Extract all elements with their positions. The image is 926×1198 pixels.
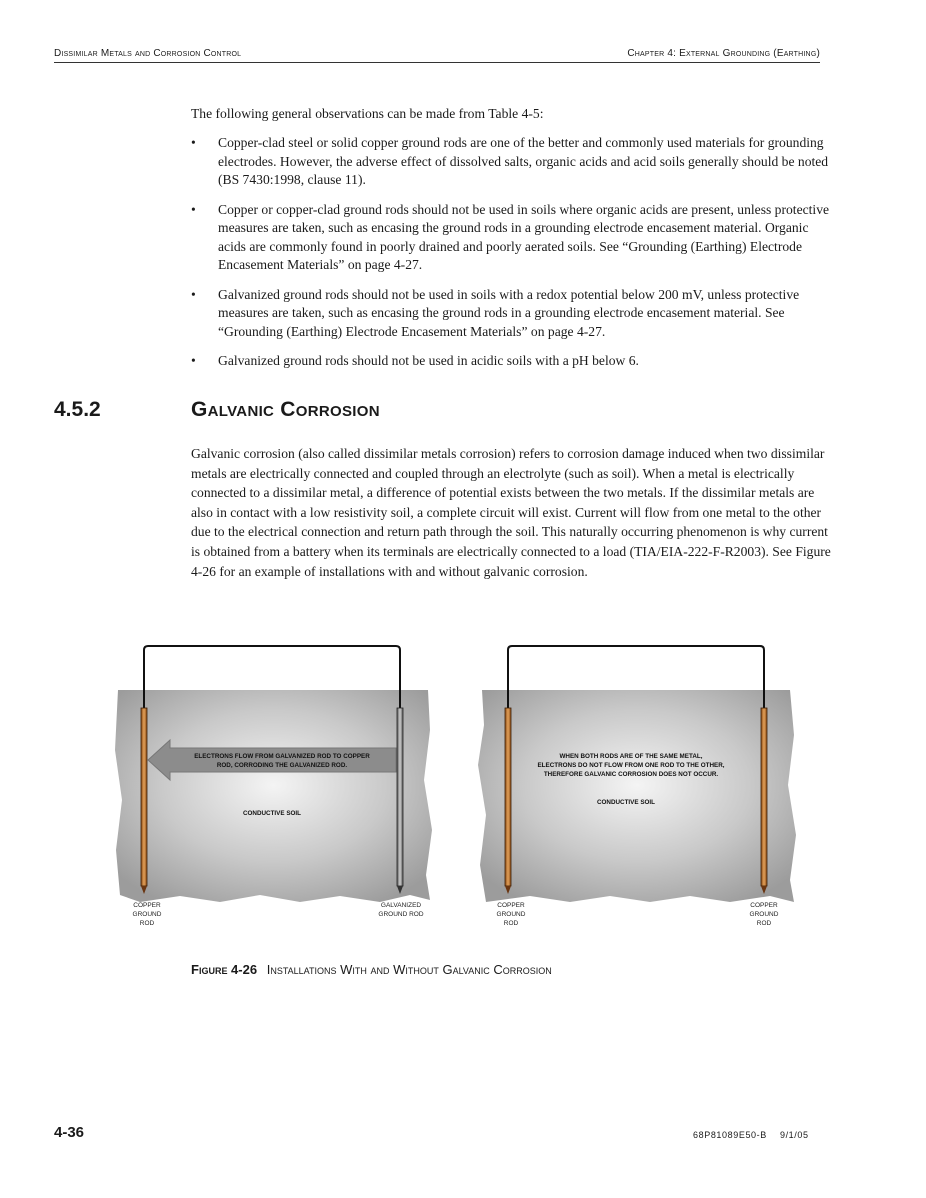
bullet-dot: • — [191, 135, 196, 150]
figure-number: Figure 4-26 — [191, 962, 258, 977]
arrow-label-line2: ROD, CORRODING THE GALVANIZED ROD. — [216, 762, 348, 769]
figure-caption-text: Installations With and Without Galvanic Corrosion — [266, 962, 552, 977]
figure-caption — [191, 962, 552, 977]
document-date: 9/1/05 — [779, 1130, 809, 1140]
list-item — [191, 286, 831, 342]
list-item-text: Galvanized ground rods should not be used in soils with a redox potential below 200 mV, unless protective measures are taken, such as encasing the ground rods in a grounding electrode encasement material. See “Grounding (Earthing) Electrode Encasement Materials” on page 4-27. — [218, 286, 800, 339]
body-paragraph: Galvanic corrosion (also called dissimilar metals corrosion) refers to corrosion damage induced when two dissimilar metals are electrically connected and coupled through an electrolyte (such as soil). When a metal is electrically connected to a dissimilar metal, a difference of potential exists between the two metals. If the dissimilar metals are also in contact with a low resistivity soil, a complete circuit will exist. Current will flow from one metal to the other due to the electrical connection and return path through the soil. This naturally occurring phenomenon is why current is obtained from a battery when its terminals are electrically connected to a load (TIA/EIA-222-F-R2003). See Figure 4-26 for an example of installations with and without galvanic corrosion. — [191, 446, 831, 579]
left-installation — [115, 646, 432, 927]
right-rod2-label-line1: COPPER — [750, 902, 778, 909]
right-soil-label: CONDUCTIVE SOIL — [596, 799, 656, 806]
left-rod2-label-line2: GROUND ROD — [378, 911, 424, 918]
copper-rod — [141, 708, 147, 886]
list-item-text: Copper or copper-clad ground rods should not be used in soils where organic acids are present, unless protective measures are taken, such as encasing the ground rods in a grounding electrode encasement material. Organic acids are commonly found in poorly drained and poorly aerated soils. See “Grounding (Earthing) Electrode Encasement Materials” on page 4-27. — [218, 201, 830, 272]
document-id — [693, 1130, 819, 1140]
copper-rod — [761, 708, 767, 886]
right-note-line2: ELECTRONS DO NOT FLOW FROM ONE ROD TO THE OTHER, — [537, 762, 725, 769]
copper-rod — [505, 708, 511, 886]
right-note-line3: THEREFORE GALVANIC CORROSION DOES NOT OCCUR. — [543, 771, 719, 778]
header-right: Chapter 4: External Grounding (Earthing) — [627, 48, 820, 59]
left-rod1-label-line1: COPPER — [133, 902, 161, 909]
left-rod2-label-line1: GALVANIZED — [380, 902, 422, 909]
intro-text: The following general observations can be made from Table 4-5: — [191, 106, 544, 121]
left-soil-block — [115, 690, 432, 902]
bullet-dot: • — [191, 286, 196, 302]
left-soil-label: CONDUCTIVE SOIL — [242, 810, 302, 817]
bullet-dot: • — [191, 353, 196, 368]
figure-diagram — [110, 640, 800, 940]
section-title: Galvanic Corrosion — [191, 398, 380, 421]
right-rod1-label-line1: COPPER — [497, 902, 525, 909]
list-item — [191, 352, 831, 371]
galvanized-rod — [397, 708, 403, 886]
list-item — [191, 201, 831, 275]
header-left: Dissimilar Metals and Corrosion Control — [54, 48, 242, 59]
right-rod1-label-line2: GROUND — [496, 911, 526, 918]
document-number: 68P81089E50-B — [693, 1130, 767, 1140]
header-rule — [54, 62, 820, 63]
right-soil-block — [478, 690, 796, 902]
arrow-label-line1: ELECTRONS FLOW FROM GALVANIZED ROD TO COPPER — [194, 753, 370, 760]
left-rod1-label-line3: ROD — [139, 920, 155, 927]
bullet-dot: • — [191, 201, 196, 217]
list-item-text: Copper-clad steel or solid copper ground rods are one of the better and commonly used materials for grounding electrodes. However, the adverse effect of dissolved salts, organic acids and acid soils generally should be noted (BS 7430:1998, clause 11). — [218, 135, 829, 187]
right-rod2-label-line2: GROUND — [749, 911, 779, 918]
bullet-list — [191, 134, 831, 382]
list-item — [191, 134, 831, 190]
page-number: 4-36 — [54, 1124, 85, 1141]
section-number: 4.5.2 — [54, 398, 101, 421]
left-rod1-label-line2: GROUND — [132, 911, 162, 918]
right-note-line1: WHEN BOTH RODS ARE OF THE SAME METAL, — [559, 753, 703, 760]
right-rod2-label-line3: ROD — [756, 920, 772, 927]
list-item-text: Galvanized ground rods should not be used in acidic soils with a pH below 6. — [218, 353, 639, 368]
right-rod1-label-line3: ROD — [503, 920, 519, 927]
right-installation — [478, 646, 796, 927]
